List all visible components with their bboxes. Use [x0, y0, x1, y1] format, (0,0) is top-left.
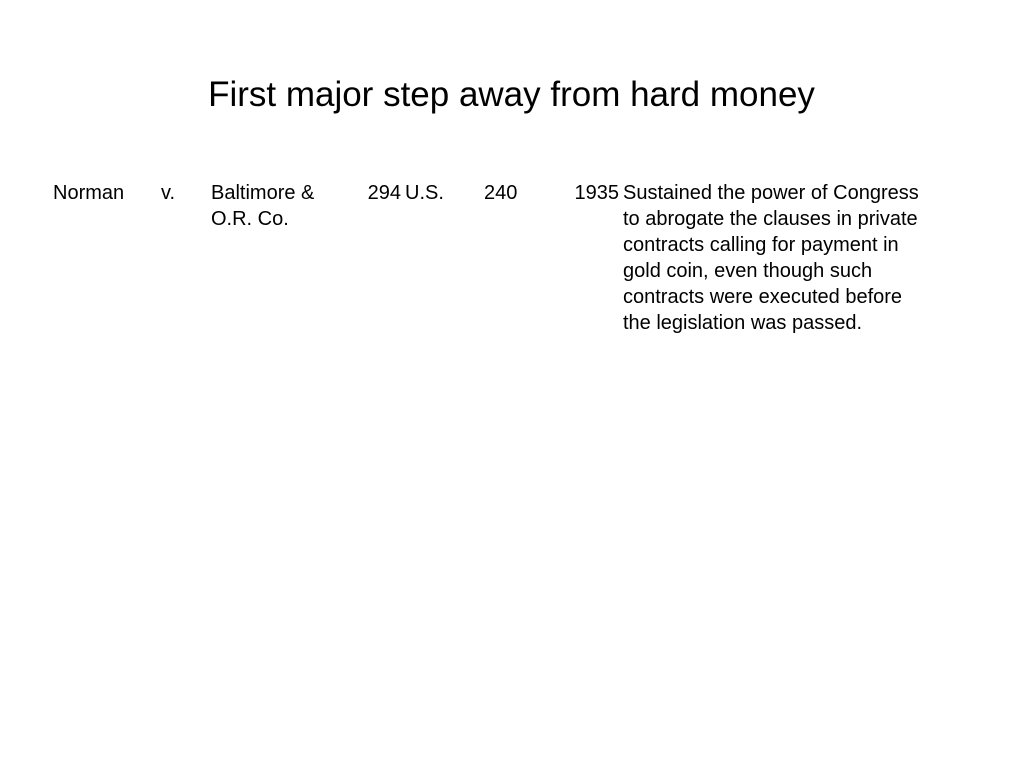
versus-cell: v. — [161, 182, 176, 204]
plaintiff-cell: Norman — [53, 182, 125, 204]
case-citation-table — [48, 180, 923, 336]
case-row — [48, 180, 923, 336]
holding-cell: Sustained the power of Congress to abrogate the clauses in private contracts calling for payment in gold coin, even though such contracts were executed before the legislation was passed. — [623, 182, 919, 334]
defendant-cell: Baltimore & O.R. Co. — [211, 182, 315, 230]
year-cell: 1935 — [574, 182, 619, 204]
slide-title: First major step away from hard money — [208, 75, 815, 114]
page-cell: 240 — [484, 182, 518, 204]
volume-cell: 294 — [367, 182, 401, 204]
reporter-cell: U.S. — [405, 182, 444, 204]
